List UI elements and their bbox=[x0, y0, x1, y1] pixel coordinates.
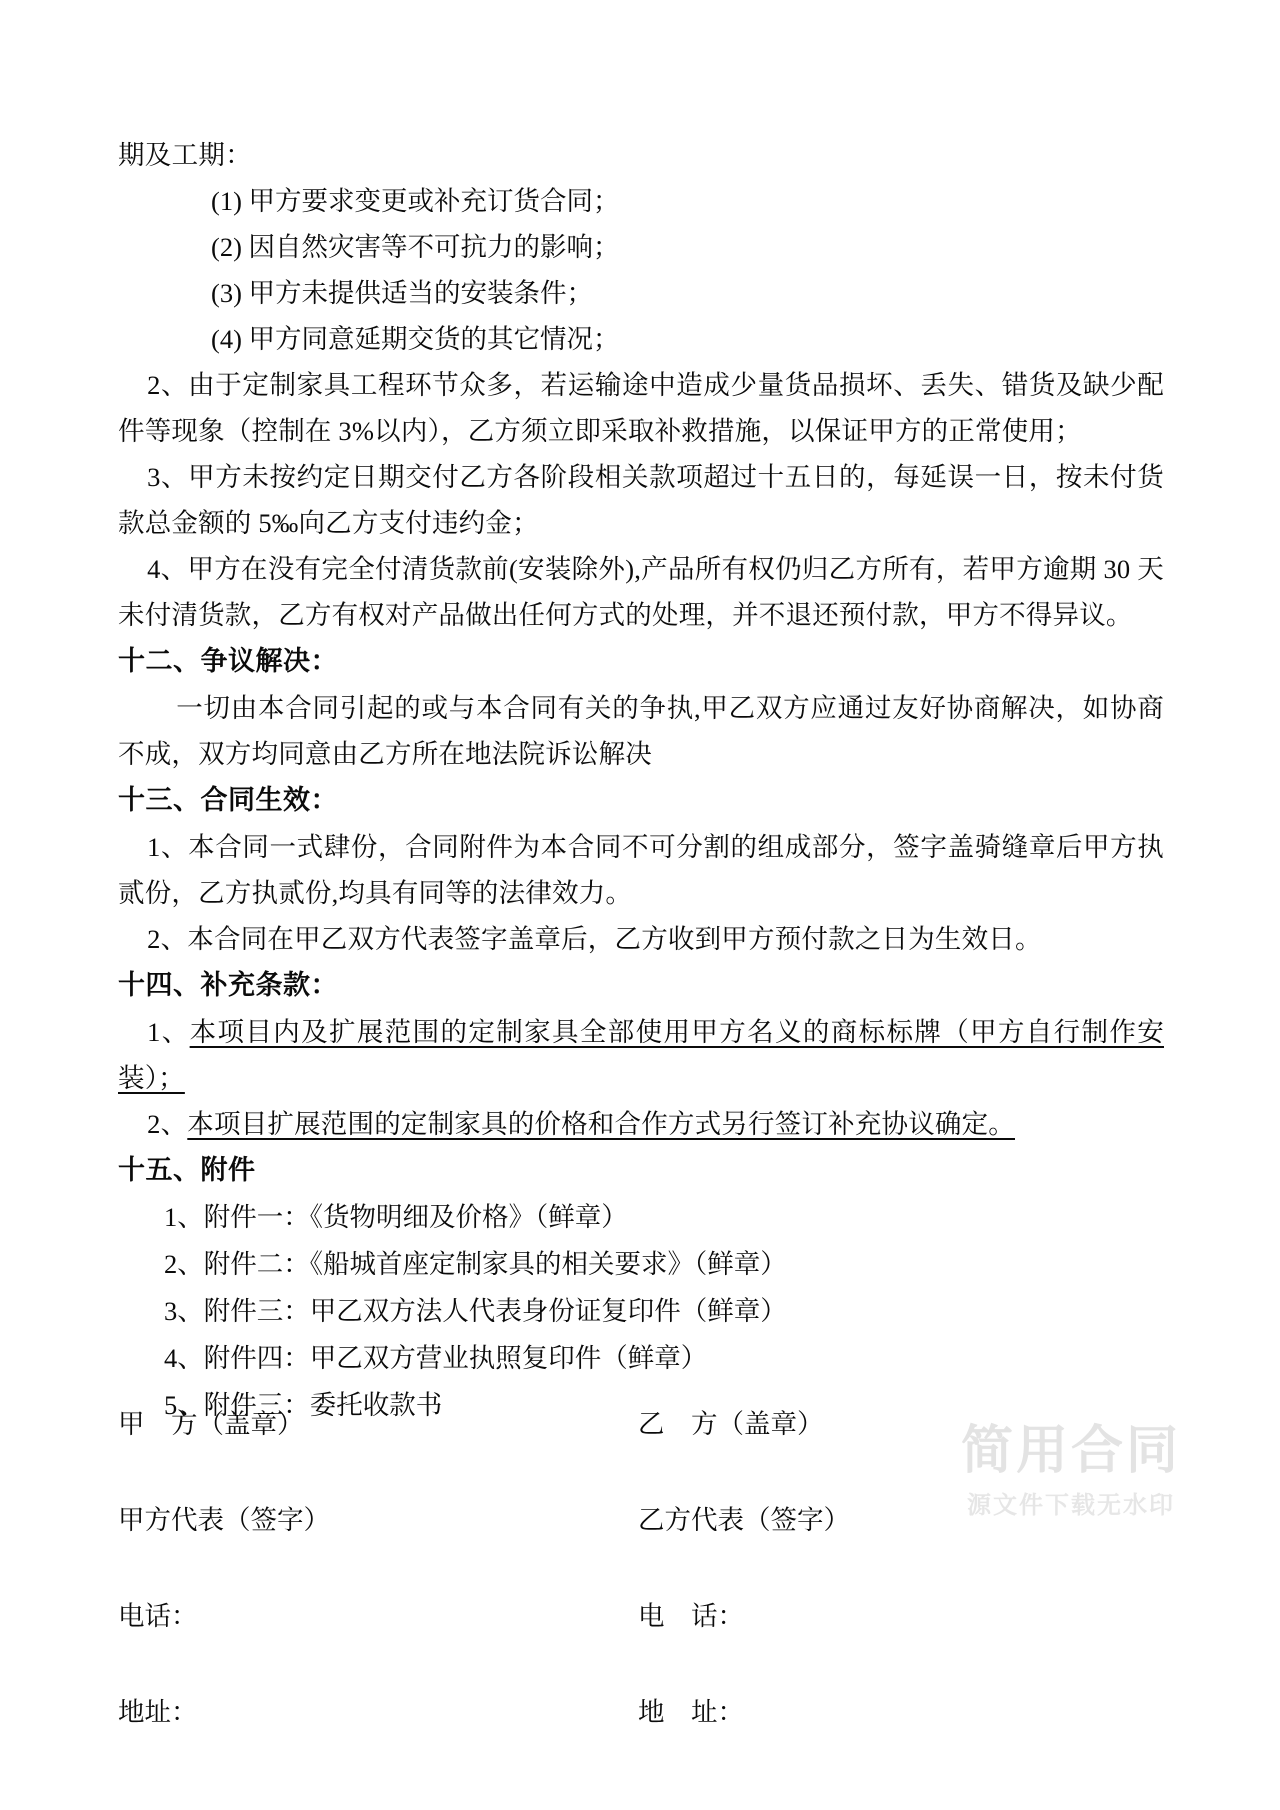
condition-item-1: (1) 甲方要求变更或补充订货合同； bbox=[211, 186, 620, 216]
party-b-representative-label: 乙方代表（签字） bbox=[638, 1505, 850, 1535]
attachment-item-1: 1、附件一：《货物明细及价格》（鲜章） bbox=[164, 1202, 628, 1232]
section-14-item-2 bbox=[118, 1101, 1164, 1147]
section-13-heading: 十三、合同生效： bbox=[118, 785, 338, 815]
clause-3: 3、甲方未按约定日期交付乙方各阶段相关款项超过十五日的，每延误一日，按未付货款总金额的 5‰向乙方支付违约金； bbox=[118, 462, 1164, 538]
condition-item-3: (3) 甲方未提供适当的安装条件； bbox=[211, 278, 594, 308]
attachment-item-3: 3、附件三：甲乙双方法人代表身份证复印件（鲜章） bbox=[164, 1296, 787, 1326]
document-body bbox=[118, 132, 1164, 1429]
section-15-heading: 十五、附件 bbox=[118, 1155, 256, 1185]
condition-item-4: (4) 甲方同意延期交货的其它情况； bbox=[211, 324, 620, 354]
party-b-address-label: 地 址： bbox=[638, 1697, 744, 1727]
watermark-subtitle-text: 源文件下载无水印 bbox=[967, 1491, 1175, 1519]
signature-row-address bbox=[118, 1692, 1164, 1732]
party-a-address-label: 地址： bbox=[118, 1697, 198, 1727]
section-14-item-1-text: 本项目内及扩展范围的定制家具全部使用甲方名义的商标标牌（甲方自行制作安装）； bbox=[118, 1017, 1164, 1093]
signature-row-seal bbox=[118, 1404, 1164, 1444]
section-14-item-2-text: 本项目扩展范围的定制家具的价格和合作方式另行签订补充协议确定。 bbox=[187, 1109, 1015, 1139]
section-14-item-2-number: 2、 bbox=[147, 1109, 188, 1139]
party-a-representative-label: 甲方代表（签字） bbox=[118, 1505, 330, 1535]
section-14-item-1 bbox=[118, 1009, 1164, 1101]
section-12-heading: 十二、争议解决： bbox=[118, 646, 338, 676]
party-b-phone-label: 电 话： bbox=[638, 1601, 744, 1631]
party-b-seal-label: 乙 方（盖章） bbox=[638, 1409, 824, 1439]
continued-lead-line: 期及工期： bbox=[118, 140, 252, 170]
section-14-item-1-number: 1、 bbox=[147, 1017, 190, 1047]
party-a-seal-label: 甲 方（盖章） bbox=[118, 1409, 304, 1439]
signature-row-phone bbox=[118, 1596, 1164, 1636]
condition-item-2: (2) 因自然灾害等不可抗力的影响； bbox=[211, 232, 620, 262]
section-13-clause-1: 1、本合同一式肆份，合同附件为本合同不可分割的组成部分，签字盖骑缝章后甲方执贰份，乙方执贰份,均具有同等的法律效力。 bbox=[118, 832, 1164, 908]
signature-block bbox=[118, 1404, 1164, 1788]
watermark-brand-text: 简用合同 bbox=[960, 1421, 1181, 1481]
signature-row-representative bbox=[118, 1500, 1164, 1540]
clause-4: 4、甲方在没有完全付清货款前(安装除外),产品所有权仍归乙方所有，若甲方逾期 30 天未付清货款，乙方有权对产品做出任何方式的处理，并不退还预付款，甲方不得异议。 bbox=[118, 554, 1164, 630]
section-14-heading: 十四、补充条款： bbox=[118, 970, 338, 1000]
section-13-clause-2: 2、本合同在甲乙双方代表签字盖章后，乙方收到甲方预付款之日为生效日。 bbox=[147, 924, 1042, 954]
attachment-item-5: 5、附件三：委托收款书 bbox=[164, 1390, 443, 1420]
attachment-item-4: 4、附件四：甲乙双方营业执照复印件（鲜章） bbox=[164, 1343, 708, 1373]
attachment-item-2: 2、附件二：《船城首座定制家具的相关要求》（鲜章） bbox=[164, 1249, 787, 1279]
section-12-paragraph: 一切由本合同引起的或与本合同有关的争执,甲乙双方应通过友好协商解决，如协商不成，双方均同意由乙方所在地法院诉讼解决 bbox=[118, 693, 1164, 769]
clause-2: 2、由于定制家具工程环节众多，若运输途中造成少量货品损坏、丢失、错货及缺少配件等现象（控制在 3%以内），乙方须立即采取补救措施，以保证甲方的正常使用； bbox=[118, 370, 1164, 446]
party-a-phone-label: 电话： bbox=[118, 1601, 198, 1631]
